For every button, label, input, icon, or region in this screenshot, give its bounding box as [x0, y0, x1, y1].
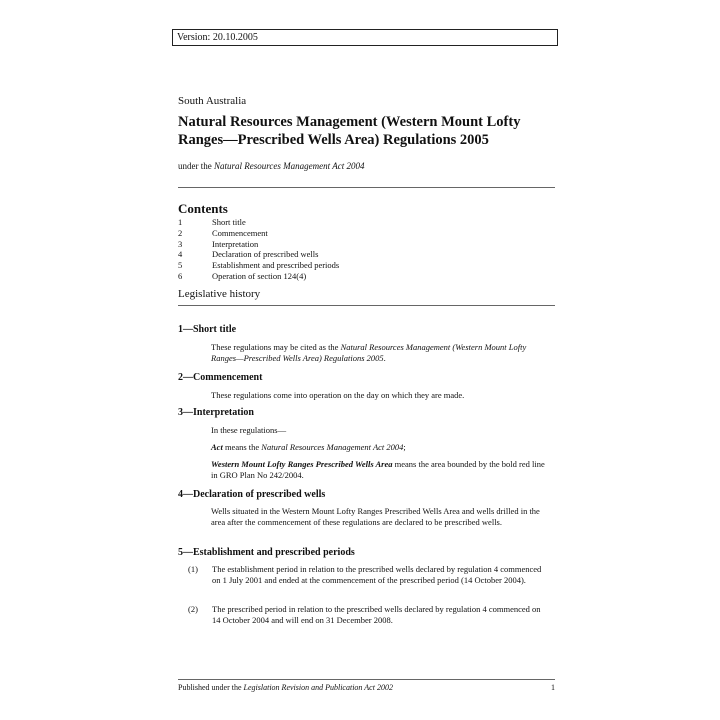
footer-act-name: Legislation Revision and Publication Act 2002 — [243, 683, 393, 692]
section-heading-commencement: 2—Commencement — [178, 372, 263, 383]
contents-item-number: 6 — [178, 270, 183, 281]
version-box — [172, 29, 558, 46]
section-heading-establishment: 5—Establishment and prescribed periods — [178, 547, 355, 558]
document-title: Natural Resources Management (Western Mount Lofty Ranges—Prescribed Wells Area) Regulations 2005 — [178, 114, 521, 148]
subsection-text: The prescribed period in relation to the prescribed wells declared by regulation 4 commenced on 14 October 2004 and will end on 31 December 2008. — [212, 604, 541, 625]
contents-heading: Contents — [178, 201, 228, 216]
contents-item-number: 2 — [178, 227, 183, 238]
enabling-act-name: Natural Resources Management Act 2004 — [214, 161, 365, 171]
short-title-prefix: These regulations may be cited as the — [211, 342, 341, 352]
definition-wells-area — [211, 459, 551, 481]
short-title-citation: Natural Resources Management (Western Mount Lofty Ranges—Prescribed Wells Area) Regulations 2005 — [211, 342, 527, 363]
contents-item-label: Interpretation — [212, 238, 259, 249]
definition-end: ; — [403, 442, 406, 452]
contents-item-number: 4 — [178, 249, 183, 260]
version-label: Version: 20.10.2005 — [177, 32, 258, 43]
section-heading-declaration: 4—Declaration of prescribed wells — [178, 489, 326, 500]
definition-term: Western Mount Lofty Ranges Prescribed Wells Area — [211, 459, 393, 469]
enabling-act-prefix: under the — [178, 161, 214, 171]
definition-act-name: Natural Resources Management Act 2004 — [261, 442, 404, 452]
interpretation-intro: In these regulations— — [211, 425, 287, 435]
contents-item-label: Establishment and prescribed periods — [212, 260, 340, 271]
contents-item[interactable] — [178, 271, 339, 282]
contents-item[interactable] — [178, 228, 339, 239]
subsection-2 — [188, 604, 546, 626]
contents-item-label: Commencement — [212, 227, 268, 238]
legislative-history-link[interactable]: Legislative history — [178, 288, 261, 300]
contents-item-number: 3 — [178, 238, 183, 249]
contents-list — [178, 217, 339, 282]
section-text-declaration: Wells situated in the Western Mount Lofty Ranges Prescribed Wells Area and wells drilled in the area after the commencement of these regulations are declared to be prescribed wells. — [211, 506, 540, 527]
definition-term: Act — [211, 442, 223, 452]
enabling-act-line — [178, 161, 364, 171]
contents-item[interactable] — [178, 239, 339, 250]
subsection-text: The establishment period in relation to the prescribed wells declared by regulation 4 commenced on 1 July 2001 and ended at the commencement of the prescribed period (14 October 2004). — [212, 564, 542, 585]
jurisdiction: South Australia — [178, 95, 247, 107]
contents-item-number: 1 — [178, 217, 183, 227]
footer-publication — [178, 683, 393, 692]
section-text-short-title — [211, 342, 541, 364]
definition-mid: means the — [222, 442, 262, 452]
footer-divider — [178, 679, 555, 680]
section-heading-interpretation: 3—Interpretation — [178, 407, 254, 418]
contents-item-label: Short title — [212, 217, 246, 227]
short-title-suffix: . — [383, 353, 386, 363]
contents-item[interactable] — [178, 260, 339, 271]
footer-prefix: Published under the — [178, 683, 244, 692]
contents-item-label: Operation of section 124(4) — [212, 270, 307, 281]
contents-item-label: Declaration of prescribed wells — [212, 249, 319, 260]
definition-act — [211, 442, 551, 453]
definition-text: means the area bounded by the bold red line in GRO Plan No 242/2004. — [211, 459, 545, 480]
divider-top — [178, 187, 555, 188]
section-heading-short-title: 1—Short title — [178, 324, 237, 335]
page-number: 1 — [551, 683, 555, 692]
contents-item-number: 5 — [178, 260, 183, 271]
divider-contents — [178, 305, 555, 306]
subsection-1 — [188, 564, 546, 586]
contents-item[interactable] — [178, 249, 339, 260]
page-footer — [178, 683, 555, 692]
subsection-number: (2) — [188, 604, 198, 614]
contents-item[interactable] — [178, 217, 339, 228]
section-text-commencement: These regulations come into operation on the day on which they are made. — [211, 390, 465, 400]
subsection-number: (1) — [188, 564, 198, 574]
